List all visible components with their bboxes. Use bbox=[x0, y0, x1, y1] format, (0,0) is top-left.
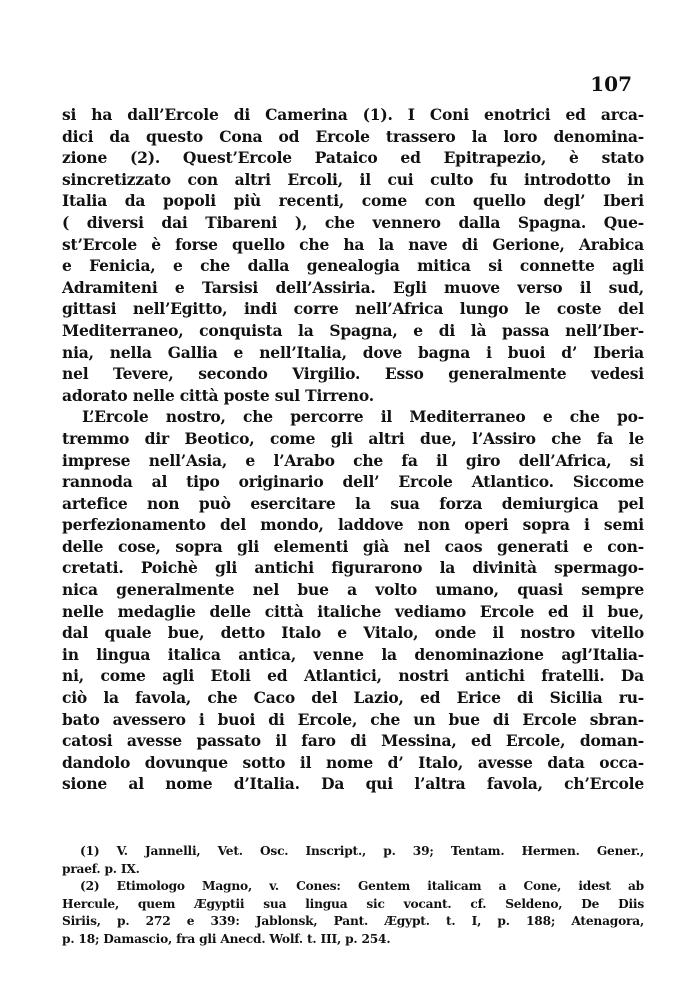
footnote-line: (2) Etimologo Magno, v. Cones: Gentem italicam a Cone, idest ab bbox=[80, 879, 644, 894]
footnotes bbox=[62, 843, 644, 949]
body-line: nica generalmente nel bue a volto umano, quasi sempre bbox=[62, 580, 644, 600]
body-line: bato avessero i buoi di Ercole, che un bue di Ercole sbran- bbox=[62, 709, 644, 729]
page-number: 107 bbox=[590, 72, 632, 96]
body-line: ciò la favola, che Caco del Lazio, ed Erice di Sicilia ru- bbox=[62, 688, 644, 708]
body-line: artefice non può esercitare la sua forza demiurgica pel bbox=[62, 493, 644, 513]
body-line: nelle medaglie delle città italiche vediamo Ercole ed il bue, bbox=[62, 601, 644, 621]
body-line: tremmo dir Beotico, come gli altri due, l’Assiro che fa le bbox=[62, 428, 644, 448]
body-line: st’Ercole è forse quello che ha la nave di Gerione, Arabica bbox=[62, 234, 644, 254]
body-line: nia, nella Gallia e nell’Italia, dove bagna i buoi d’ Iberia bbox=[62, 342, 644, 362]
body-line: si ha dall’Ercole di Camerina (1). I Coni enotrici ed arca- bbox=[62, 105, 644, 124]
footnote-line: Siriis, p. 272 e 339: Jablonsk, Pant. Ægypt. t. I, p. 188; Atenagora, bbox=[62, 914, 644, 929]
footnote-line: praef. p. IX. bbox=[62, 861, 140, 876]
body-line: gittasi nell’Egitto, indi corre nell’Africa lungo le coste del bbox=[62, 299, 644, 319]
body-line: nel Tevere, secondo Virgilio. Esso generalmente vedesi bbox=[62, 364, 644, 384]
footnote-line: Hercule, quem Ægyptii sua lingua sic vocant. cf. Seldeno, De Diis bbox=[62, 896, 644, 911]
footnote-line: (1) V. Jannelli, Vet. Osc. Inscript., p. 39; Tentam. Hermen. Gener., bbox=[80, 844, 644, 858]
body-line: Italia da popoli più recenti, come con quello degl’ Iberi bbox=[62, 191, 644, 211]
body-line: zione (2). Quest’Ercole Pataico ed Epitrapezio, è stato bbox=[62, 148, 644, 168]
body-line: sincretizzato con altri Ercoli, il cui culto fu introdotto in bbox=[62, 169, 644, 189]
body-line: ni, come agli Etoli ed Atlantici, nostri antichi fratelli. Da bbox=[62, 666, 644, 686]
body-line: delle cose, sopra gli elementi già nel caos generati e con- bbox=[62, 536, 644, 556]
body-line: cretati. Poichè gli antichi figurarono la divinità spermago- bbox=[62, 558, 644, 578]
body-line: e Fenicia, e che dalla genealogia mitica si connette agli bbox=[62, 256, 644, 276]
body-line: in lingua italica antica, venne la denominazione agl’Italia- bbox=[62, 644, 644, 664]
footnote-line: p. 18; Damascio, fra gli Anecd. Wolf. t. III, p. 254. bbox=[62, 931, 391, 946]
body-line: rannoda al tipo originario dell’ Ercole Atlantico. Siccome bbox=[62, 472, 644, 492]
body-line: perfezionamento del mondo, laddove non operi sopra i semi bbox=[62, 515, 644, 535]
body-line: Adramiteni e Tarsisi dell’Assiria. Egli muove verso il sud, bbox=[62, 277, 644, 297]
body-line: L’Ercole nostro, che percorre il Mediterraneo e che po- bbox=[82, 407, 644, 427]
body-text bbox=[62, 104, 644, 795]
body-line: dal quale bue, detto Italo e Vitalo, onde il nostro vitello bbox=[62, 623, 644, 643]
body-line: Mediterraneo, conquista la Spagna, e di là passa nell’Iber- bbox=[62, 320, 644, 340]
body-line: adorato nelle città poste sul Tirreno. bbox=[62, 385, 374, 405]
body-line: imprese nell’Asia, e l’Arabo che fa il giro dell’Africa, si bbox=[62, 450, 644, 470]
body-line: dici da questo Cona od Ercole trassero la loro denomina- bbox=[62, 126, 644, 146]
body-line: sione al nome d’Italia. Da qui l’altra favola, ch’Ercole bbox=[62, 774, 644, 794]
body-line: ( diversi dai Tibareni ), che vennero dalla Spagna. Que- bbox=[62, 212, 644, 232]
body-line: catosi avesse passato il faro di Messina, ed Ercole, doman- bbox=[62, 731, 644, 751]
body-line: dandolo dovunque sotto il nome d’ Italo, avesse data occa- bbox=[62, 752, 644, 772]
